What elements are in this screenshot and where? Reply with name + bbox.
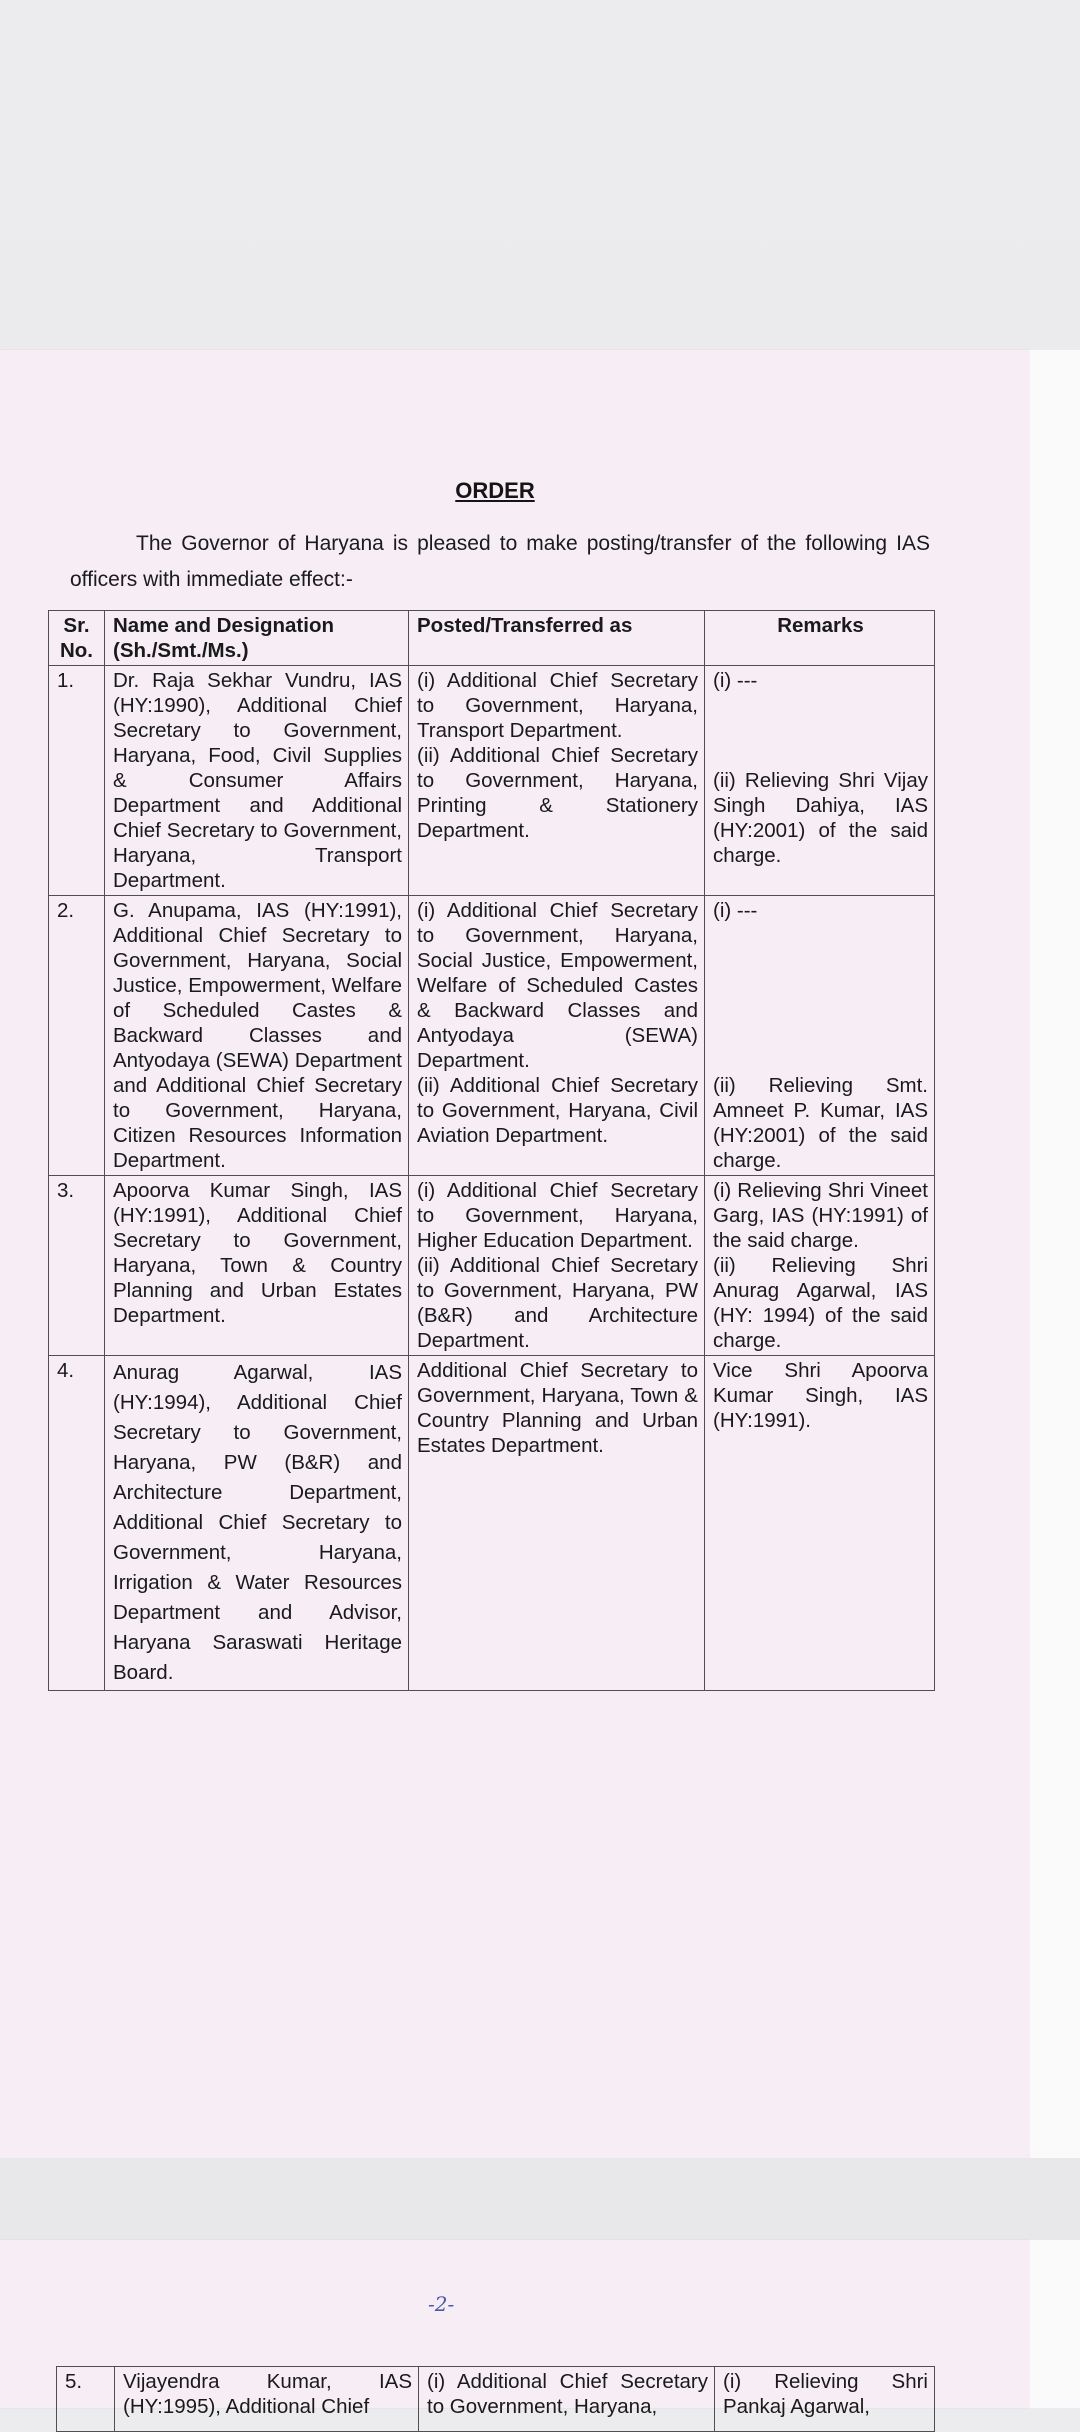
row-posted-cell: (i) Additional Chief Secretary to Government, Haryana, <box>419 2367 715 2432</box>
header-posted-transferred: Posted/Transferred as <box>409 611 705 666</box>
row-name-designation: Anurag Agarwal, IAS (HY:1994), Additional Chief Secretary to Government, Haryana, PW (B&R) and Architecture Department, Additional Chief Secretary to Government, Haryana, Irrigation & Water Resources Department and Advisor, Haryana Saraswati Heritage Board. <box>105 1356 409 1691</box>
posting-table <box>48 610 935 1691</box>
posting-table-continued <box>56 2366 935 2432</box>
row-remarks-cell: (i) Relieving Shri Pankaj Agarwal, <box>715 2367 935 2432</box>
viewer-page-gap <box>0 2158 1080 2240</box>
row-sr-no: 3. <box>49 1176 105 1356</box>
posted-item: Additional Chief Secretary to Government, Haryana, Town & Country Planning and Urban Estates Department. <box>417 1359 698 1457</box>
document-page-1 <box>0 350 1030 2158</box>
row-posted-cell <box>409 666 705 896</box>
row-name-designation: G. Anupama, IAS (HY:1991), Additional Chief Secretary to Government, Haryana, Social Justice, Empowerment, Welfare of Scheduled Castes & Backward Classes and Antyodaya (SEWA) Department and Additional Chief Secretary to Government, Haryana, Citizen Resources Information Department. <box>105 896 409 1176</box>
remark-item: (ii) Relieving Shri Anurag Agarwal, IAS (HY: 1994) of the said charge. <box>713 1254 928 1352</box>
row-remarks-cell <box>705 666 935 896</box>
table-row <box>49 1176 935 1356</box>
posted-item: (ii) Additional Chief Secretary to Government, Haryana, Civil Aviation Department. <box>417 1074 698 1147</box>
row-sr-no: 2. <box>49 896 105 1176</box>
table-row <box>49 1356 935 1691</box>
posted-item: (i) Additional Chief Secretary to Government, Haryana, Social Justice, Empowerment, Welfare of Scheduled Castes & Backward Classes and Antyodaya (SEWA) Department. <box>417 899 698 1072</box>
header-name-designation: Name and Designation (Sh./Smt./Ms.) <box>105 611 409 666</box>
row-name-designation: Vijayendra Kumar, IAS (HY:1995), Additional Chief <box>115 2367 419 2432</box>
viewer-background-top <box>0 0 1080 348</box>
row-remarks-cell <box>705 1356 935 1691</box>
remark-item: (i) --- <box>713 899 758 922</box>
header-sr-no: Sr. No. <box>49 611 105 666</box>
document-page-2 <box>0 2240 1030 2418</box>
posted-item: (i) Additional Chief Secretary to Government, Haryana, Transport Department. <box>417 669 698 742</box>
posted-item: (i) Additional Chief Secretary to Government, Haryana, Higher Education Department. <box>417 1179 698 1252</box>
posted-item: (ii) Additional Chief Secretary to Government, Haryana, Printing & Stationery Department. <box>417 744 698 842</box>
row-posted-cell <box>409 1356 705 1691</box>
row-name-designation: Dr. Raja Sekhar Vundru, IAS (HY:1990), Additional Chief Secretary to Government, Haryana, Food, Civil Supplies & Consumer Affairs Department and Additional Chief Secretary to Government, Haryana, Transport Department. <box>105 666 409 896</box>
table-row <box>49 666 935 896</box>
remark-item: (ii) Relieving Smt. Amneet P. Kumar, IAS (HY:2001) of the said charge. <box>713 1074 928 1172</box>
row-posted-cell <box>409 1176 705 1356</box>
posted-item: (ii) Additional Chief Secretary to Government, Haryana, PW (B&R) and Architecture Department. <box>417 1254 698 1352</box>
remark-item: (i) Relieving Shri Vineet Garg, IAS (HY:1991) of the said charge. <box>713 1179 928 1252</box>
header-remarks: Remarks <box>705 611 935 666</box>
row-sr-no: 4. <box>49 1356 105 1691</box>
remark-item: (ii) Relieving Shri Vijay Singh Dahiya, IAS (HY:2001) of the said charge. <box>713 769 928 867</box>
row-sr-no: 1. <box>49 666 105 896</box>
remark-item: Vice Shri Apoorva Kumar Singh, IAS (HY:1991). <box>713 1359 928 1432</box>
table-row <box>49 896 935 1176</box>
page-2-right-margin <box>1030 2240 1080 2408</box>
page-number: -2- <box>428 2292 455 2316</box>
table-row <box>57 2367 935 2432</box>
row-name-designation: Apoorva Kumar Singh, IAS (HY:1991), Additional Chief Secretary to Government, Haryana, Town & Country Planning and Urban Estates Department. <box>105 1176 409 1356</box>
order-intro-paragraph: The Governor of Haryana is pleased to make posting/transfer of the following IAS officers with immediate effect:- <box>70 532 930 591</box>
row-remarks-cell <box>705 896 935 1176</box>
table-header-row <box>49 611 935 666</box>
remark-item: (i) --- <box>713 669 758 692</box>
row-remarks-cell <box>705 1176 935 1356</box>
row-sr-no: 5. <box>57 2367 115 2432</box>
row-posted-cell <box>409 896 705 1176</box>
page-1-right-margin <box>1030 350 1080 2158</box>
order-title: ORDER <box>455 478 535 503</box>
